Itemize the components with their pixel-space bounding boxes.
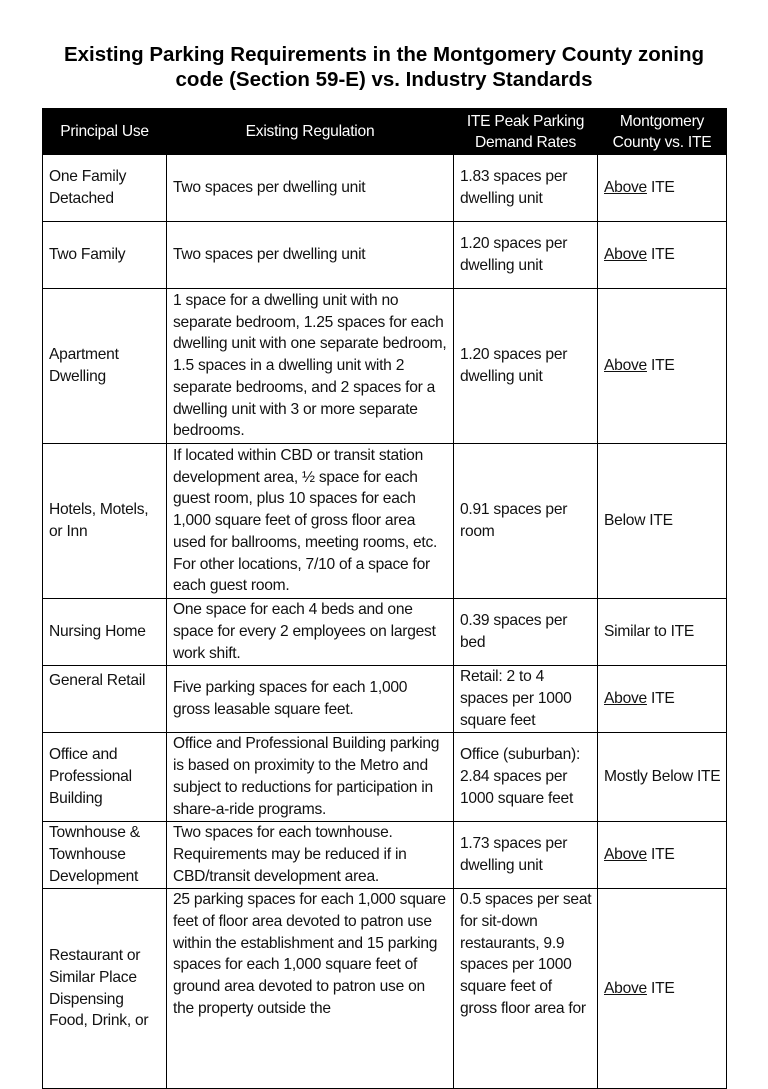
header-existing-regulation: Existing Regulation	[167, 109, 454, 155]
cell-ite-rate: 0.5 spaces per seat for sit-down restaurants, 9.9 spaces per 1000 square feet of gross floor area for	[454, 889, 598, 1089]
cell-ite-rate: 1.73 spaces per dwelling unit	[454, 822, 598, 889]
cell-comparison	[598, 889, 727, 1089]
comparison-suffix: ITE	[646, 179, 675, 197]
cell-comparison: Mostly Below ITE	[598, 733, 727, 822]
cell-principal-use: Office and Professional Building	[43, 733, 167, 822]
comparison-emphasis: Above	[604, 846, 647, 864]
cell-comparison	[598, 222, 727, 289]
cell-principal-use: General Retail	[43, 666, 167, 733]
cell-principal-use: Townhouse & Townhouse Development	[43, 822, 167, 889]
header-row	[43, 109, 727, 155]
table-body	[43, 155, 727, 1089]
cell-comparison	[598, 666, 727, 733]
comparison-suffix: ITE	[646, 846, 675, 864]
cell-ite-rate: 0.91 spaces per room	[454, 444, 598, 599]
header-principal-use: Principal Use	[43, 109, 167, 155]
cell-regulation: Five parking spaces for each 1,000 gross leasable square feet.	[167, 666, 454, 733]
header-ite-rates: ITE Peak Parking Demand Rates	[454, 109, 598, 155]
cell-comparison	[598, 822, 727, 889]
cell-ite-rate: 1.83 spaces per dwelling unit	[454, 155, 598, 222]
table-row	[43, 222, 727, 289]
comparison-suffix: ITE	[646, 979, 675, 997]
header-county-vs-ite: Montgomery County vs. ITE	[598, 109, 727, 155]
cell-ite-rate: 0.39 spaces per bed	[454, 599, 598, 666]
table-row	[43, 889, 727, 1089]
comparison-suffix: ITE	[646, 357, 675, 375]
table-row	[43, 155, 727, 222]
document-title-line-1: Existing Parking Requirements in the Montgomery County zoning	[63, 43, 705, 66]
cell-regulation: Two spaces per dwelling unit	[167, 222, 454, 289]
cell-principal-use: Apartment Dwelling	[43, 289, 167, 444]
document-title-line-2: code (Section 59-E) vs. Industry Standards	[175, 68, 593, 91]
cell-regulation: Office and Professional Building parking is based on proximity to the Metro and subject to reductions for participation in share-a-ride programs.	[167, 733, 454, 822]
table-row	[43, 289, 727, 444]
comparison-suffix: ITE	[646, 690, 675, 708]
cell-comparison	[598, 155, 727, 222]
cell-principal-use: Nursing Home	[43, 599, 167, 666]
cell-regulation: One space for each 4 beds and one space for every 2 employees on largest work shift.	[167, 599, 454, 666]
cell-principal-use: Hotels, Motels, or Inn	[43, 444, 167, 599]
cell-comparison	[598, 289, 727, 444]
document-title	[0, 42, 768, 92]
cell-ite-rate: 1.20 spaces per dwelling unit	[454, 289, 598, 444]
table-row	[43, 733, 727, 822]
table-row	[43, 599, 727, 666]
comparison-emphasis: Above	[604, 246, 647, 264]
cell-regulation: Two spaces for each townhouse. Requirements may be reduced if in CBD/transit development area.	[167, 822, 454, 889]
table-row	[43, 444, 727, 599]
comparison-suffix: ITE	[646, 246, 675, 264]
cell-principal-use: One Family Detached	[43, 155, 167, 222]
cell-regulation: 1 space for a dwelling unit with no separate bedroom, 1.25 spaces for each dwelling unit with one separate bedroom, 1.5 spaces in a dwelling unit with 2 separate bedrooms, and 2 spaces for a dwelling unit with 3 or more separate bedrooms.	[167, 289, 454, 444]
cell-regulation: 25 parking spaces for each 1,000 square feet of floor area devoted to patron use within the establishment and 15 parking spaces for each 1,000 square feet of ground area devoted to patron use on the property outside the	[167, 889, 454, 1089]
cell-ite-rate: Retail: 2 to 4 spaces per 1000 square feet	[454, 666, 598, 733]
table-row	[43, 822, 727, 889]
cell-principal-use: Restaurant or Similar Place Dispensing Food, Drink, or	[43, 889, 167, 1089]
cell-regulation: Two spaces per dwelling unit	[167, 155, 454, 222]
cell-ite-rate: Office (suburban): 2.84 spaces per 1000 square feet	[454, 733, 598, 822]
cell-regulation: If located within CBD or transit station development area, ½ space for each guest room, plus 10 spaces for each 1,000 square feet of gross floor area used for ballrooms, meeting rooms, etc. For other locations, 7/10 of a space for each guest room.	[167, 444, 454, 599]
table-header	[43, 109, 727, 155]
comparison-emphasis: Above	[604, 357, 647, 375]
table-row	[43, 666, 727, 733]
comparison-emphasis: Above	[604, 690, 647, 708]
parking-requirements-table	[42, 108, 727, 1089]
comparison-emphasis: Above	[604, 979, 647, 997]
cell-comparison: Below ITE	[598, 444, 727, 599]
cell-principal-use: Two Family	[43, 222, 167, 289]
comparison-emphasis: Above	[604, 179, 647, 197]
cell-ite-rate: 1.20 spaces per dwelling unit	[454, 222, 598, 289]
cell-comparison: Similar to ITE	[598, 599, 727, 666]
